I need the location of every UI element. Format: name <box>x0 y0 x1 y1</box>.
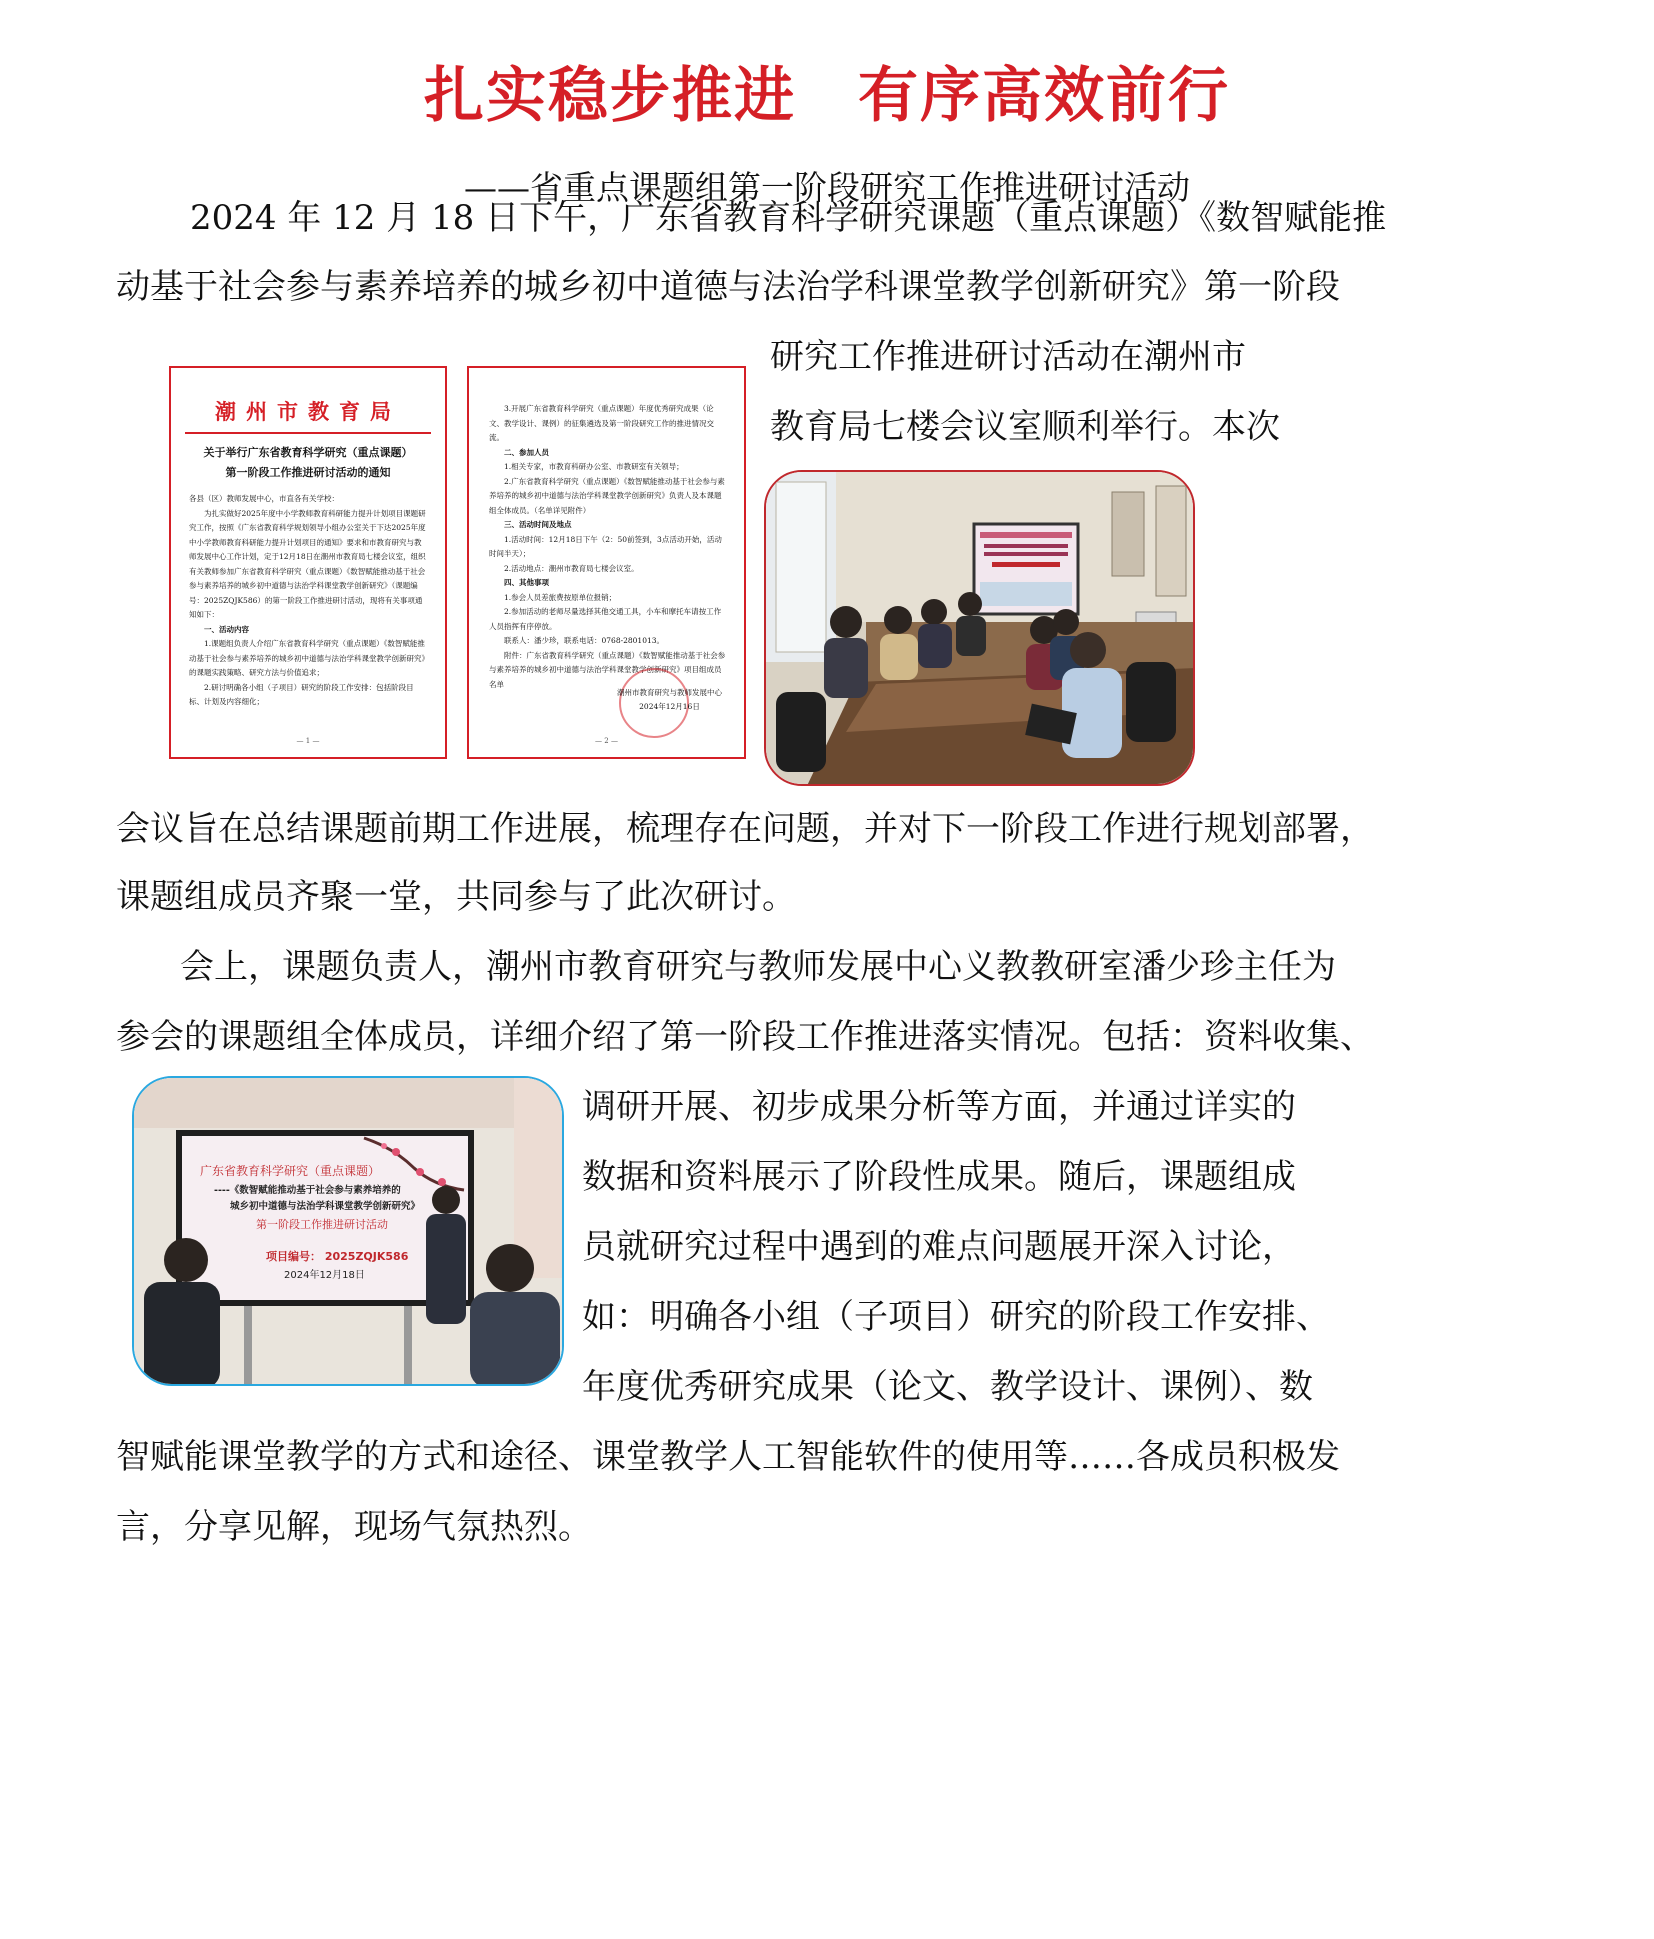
paragraph-line: 教育局七楼会议室顺利举行。本次 <box>770 407 1280 447</box>
notice-document-page-1 <box>169 366 447 759</box>
notice-issuer: 潮州市教育局 <box>215 400 401 424</box>
article-subtitle: ——省重点课题组第一阶段研究工作推进研讨活动 <box>464 168 1190 207</box>
paragraph-line: 2024 年 12 月 18 日下午，广东省教育科学研究课题（重点课题）《数智赋能推 <box>190 198 1387 238</box>
notice-paragraph: 2.广东省教育科学研究（重点课题）《数智赋能推动基于社会参与素养培养的城乡初中道德与法治学科课堂教学创新研究》负责人及本课题组全体成员。（名单详见附件） <box>489 476 725 515</box>
screen-text: 城乡初中道德与法治学科课堂教学创新研究》 <box>230 1201 421 1212</box>
red-divider <box>185 432 431 434</box>
notice-paragraph: 三、活动时间及地点 <box>504 520 572 529</box>
paragraph-line: 会上，课题负责人，潮州市教育研究与教师发展中心义教教研室潘少珍主任为 <box>180 947 1336 987</box>
notice-document-page-2 <box>467 366 746 759</box>
notice-paragraph: 二、参加人员 <box>504 447 549 457</box>
paragraph-line: 智赋能课堂教学的方式和途径、课堂教学人工智能软件的使用等……各成员积极发 <box>116 1437 1340 1477</box>
paragraph-line: 年度优秀研究成果（论文、教学设计、课例）、数 <box>582 1367 1313 1407</box>
meeting-room-illustration <box>766 472 1195 786</box>
page-number: — 2 — <box>595 737 618 745</box>
screen-text: 项目编号： 2025ZQJK586 <box>266 1250 409 1263</box>
page-number: — 1 — <box>296 737 320 745</box>
notice-paragraph: 联系人：潘少珍，联系电话：0768-2801013。 <box>504 636 665 645</box>
notice-paragraph: 为扎实做好2025年度中小学教师教育科研能力提升计划项目课题研究工作，按照《广东省教育科学规划领导小组办公室关于下达2025年度中小学教师教育科研能力提升计划项目的通知》要求和市教育研究与教师发展中心工作计划，定于12月18日在潮州市教育局七楼会议室，组织有关教师参加广东省教育科学研究（重点课题）《数智赋能推动基于社会参与素养培养的城乡初中道德与法治学科课堂教学创新研究》（课题编号：2025ZQJK586）的第一阶段工作推进研讨活动，现将有关事项通知如下： <box>189 508 426 619</box>
notice-heading: 关于举行广东省教育科学研究（重点课题） <box>203 446 413 459</box>
notice-paragraph: 各县（区）教师发展中心，市直各有关学校： <box>189 494 339 503</box>
notice-paragraph: 1.活动时间：12月18日下午（2：50前签到，3点活动开始，活动时间半天）； <box>489 534 722 558</box>
notice-paragraph: 1.课题组负责人介绍广东省教育科学研究（重点课题）《数智赋能推动基于社会参与素养培养的城乡初中道德与法治学科课堂教学创新研究》的课题实践策略、研究方法与价值追求； <box>189 639 426 677</box>
screen-text: ----《数智赋能推动基于社会参与素养培养的 <box>214 1185 401 1196</box>
notice-paragraph: 2.活动地点：潮州市教育局七楼会议室。 <box>504 563 639 573</box>
paragraph-line: 数据和资料展示了阶段性成果。随后，课题组成 <box>582 1157 1296 1197</box>
paragraph-line: 言，分享见解，现场气氛热烈。 <box>116 1507 592 1547</box>
notice-body <box>189 492 427 710</box>
paragraph-line: 参会的课题组全体成员，详细介绍了第一阶段工作推进落实情况。包括：资料收集、 <box>116 1017 1374 1057</box>
meeting-room-photo <box>764 470 1195 786</box>
signing-organization: 潮州市教育研究与教师发展中心 <box>617 688 722 697</box>
paragraph-line: 调研开展、初步成果分析等方面，并通过详实的 <box>582 1087 1296 1127</box>
notice-paragraph: 附件：广东省教育科学研究（重点课题）《数智赋能推动基于社会参与素养培养的城乡初中道德与法治学科课堂教学创新研究》项目组成员名单 <box>489 650 726 689</box>
notice-signature <box>617 686 722 714</box>
presentation-illustration <box>134 1078 564 1386</box>
paragraph-line: 课题组成员齐聚一堂，共同参与了此次研讨。 <box>116 877 796 917</box>
notice-heading: 第一阶段工作推进研讨活动的通知 <box>225 466 391 479</box>
paragraph-line: 员就研究过程中遇到的难点问题展开深入讨论， <box>582 1227 1296 1267</box>
notice-paragraph: 3.开展广东省教育科学研究（重点课题）年度优秀研究成果（论文、教学设计、课例）的征集遴选及第一阶段研究工作的推进情况交流。 <box>489 404 714 442</box>
screen-text: 2024年12月18日 <box>284 1270 365 1281</box>
notice-paragraph: 一、活动内容 <box>204 624 249 634</box>
notice-paragraph: 四、其他事项 <box>504 578 549 587</box>
paragraph-line: 如：明确各小组（子项目）研究的阶段工作安排、 <box>582 1297 1330 1337</box>
notice-paragraph: 1.参会人员差旅费按原单位报销； <box>504 592 617 602</box>
paragraph-line: 研究工作推进研讨活动在潮州市 <box>770 337 1246 377</box>
notice-paragraph: 2.参加活动的老师尽量选择其他交通工具，小车和摩托车请按工作人员指挥有序停放。 <box>489 607 722 631</box>
paragraph-line: 会议旨在总结课题前期工作进展，梳理存在问题，并对下一阶段工作进行规划部署， <box>116 809 1374 849</box>
screen-text: 广东省教育科学研究（重点课题） <box>200 1164 381 1178</box>
paragraph-line: 动基于社会参与素养培养的城乡初中道德与法治学科课堂教学创新研究》第一阶段 <box>116 267 1340 307</box>
screen-text: 第一阶段工作推进研讨活动 <box>256 1218 388 1231</box>
notice-paragraph: 1.相关专家，市教育科研办公室、市教研室有关领导； <box>504 462 684 471</box>
notice-paragraph: 2.研讨明确各小组（子项目）研究的阶段工作安排：包括阶段目标、计划及内容细化； <box>189 682 414 706</box>
signing-date: 2024年12月16日 <box>639 702 700 711</box>
presentation-photo <box>132 1076 564 1386</box>
notice-body <box>489 402 726 692</box>
article-title: 扎实稳步推进 有序高效前行 <box>424 61 1230 131</box>
